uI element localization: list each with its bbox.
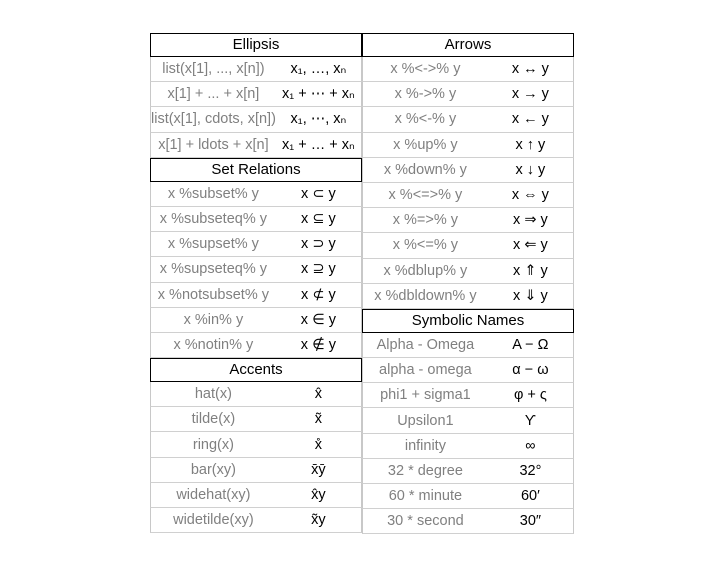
right-column xyxy=(362,33,574,534)
rendered-expression: x ⊇ y xyxy=(301,261,336,278)
rendered-expression: x → y xyxy=(511,86,549,103)
section-header: Accents xyxy=(150,358,362,382)
table-row xyxy=(362,208,574,233)
rendered-expression: x ⊂ y xyxy=(301,185,336,202)
source-expression: 30 * second xyxy=(387,513,464,530)
table-row xyxy=(362,484,574,509)
source-expression: 32 * degree xyxy=(387,462,463,479)
rendered-expression: x ∉ y xyxy=(300,336,336,353)
source-expression: Alpha - Omega xyxy=(376,336,475,353)
rendered-expression: x ↔ y xyxy=(511,61,549,78)
source-expression: bar(xy) xyxy=(190,461,236,478)
source-expression: x %subset% y xyxy=(167,185,259,202)
table-row xyxy=(150,107,362,132)
table-row xyxy=(150,308,362,333)
table-row xyxy=(362,333,574,358)
source-expression: infinity xyxy=(404,437,446,454)
source-expression: list(x[1], ..., x[n]) xyxy=(162,61,265,78)
table-row xyxy=(150,82,362,107)
table-row xyxy=(362,233,574,258)
table-row xyxy=(362,57,574,82)
source-expression: x %notsubset% y xyxy=(157,286,270,303)
rendered-expression: x̃ xyxy=(314,411,323,428)
source-expression: phi1 + sigma1 xyxy=(380,387,471,404)
table-row xyxy=(150,432,362,457)
table-row xyxy=(150,483,362,508)
rendered-expression: x ⇒ y xyxy=(513,212,548,229)
source-expression: hat(x) xyxy=(194,386,232,403)
section-header: Ellipsis xyxy=(150,33,362,57)
table-row xyxy=(150,283,362,308)
table-row xyxy=(362,408,574,433)
rendered-expression: φ + ς xyxy=(513,387,547,404)
rendered-expression: x₁, ⋯, xₙ xyxy=(290,111,347,128)
section-header: Set Relations xyxy=(150,158,362,182)
source-expression: x[1] + ... + x[n] xyxy=(167,86,260,103)
rendered-expression: 30″ xyxy=(519,513,542,530)
rendered-expression: ϒ xyxy=(524,412,536,429)
source-expression: tilde(x) xyxy=(191,411,236,428)
source-expression: x %<=% y xyxy=(392,237,459,254)
table-row xyxy=(362,358,574,383)
table-row xyxy=(362,509,574,534)
source-expression: x %dblup% y xyxy=(383,262,468,279)
rendered-expression: x ↓ y xyxy=(515,161,546,178)
table-row xyxy=(150,458,362,483)
rendered-expression: α − ω xyxy=(512,362,549,379)
source-expression: x %supset% y xyxy=(167,236,259,253)
table-row xyxy=(362,284,574,309)
table-row xyxy=(362,183,574,208)
table-row xyxy=(362,133,574,158)
rendered-expression: x₁, …, xₙ xyxy=(290,61,347,78)
table-row xyxy=(150,232,362,257)
left-column xyxy=(150,33,362,533)
rendered-expression: x̂ xyxy=(314,386,323,403)
rendered-expression: x ⇔ y xyxy=(511,187,549,204)
rendered-expression: x̂y xyxy=(311,486,326,503)
source-expression: ring(x) xyxy=(192,436,234,453)
rendered-expression: x ⇐ y xyxy=(513,237,548,254)
table-row xyxy=(362,158,574,183)
table-row xyxy=(362,107,574,132)
section-header: Symbolic Names xyxy=(362,309,574,333)
rendered-expression: x ← y xyxy=(511,111,549,128)
rendered-expression: x̊ xyxy=(314,436,323,453)
source-expression: Upsilon1 xyxy=(397,412,454,429)
rendered-expression: x ∈ y xyxy=(300,311,336,328)
rendered-expression: x̄ȳ xyxy=(311,461,326,478)
table-row xyxy=(150,57,362,82)
rendered-expression: x ⇑ y xyxy=(513,262,548,279)
source-expression: x[1] + ldots + x[n] xyxy=(158,136,269,153)
table-row xyxy=(150,182,362,207)
table-row xyxy=(150,407,362,432)
source-expression: widetilde(xy) xyxy=(173,512,254,529)
source-expression: x %up% y xyxy=(393,136,458,153)
source-expression: widehat(xy) xyxy=(176,486,251,503)
source-expression: x %dbldown% y xyxy=(374,287,477,304)
table-row xyxy=(150,133,362,158)
source-expression: x %subseteq% y xyxy=(159,211,267,228)
rendered-expression: Α − Ω xyxy=(512,336,549,353)
table-row xyxy=(150,207,362,232)
table-row xyxy=(362,434,574,459)
source-expression: x %down% y xyxy=(383,161,467,178)
table-row xyxy=(362,82,574,107)
source-expression: x %<->% y xyxy=(390,61,461,78)
table-row xyxy=(362,259,574,284)
rendered-expression: x ⊆ y xyxy=(301,211,336,228)
table-row xyxy=(362,459,574,484)
source-expression: x %notin% y xyxy=(173,336,254,353)
source-expression: x %=>% y xyxy=(392,212,459,229)
rendered-expression: x ⊄ y xyxy=(301,286,336,303)
section-header: Arrows xyxy=(362,33,574,57)
table-row xyxy=(150,333,362,358)
source-expression: x %supseteq% y xyxy=(159,261,267,278)
source-expression: 60 * minute xyxy=(388,488,463,505)
source-expression: x %<=>% y xyxy=(388,187,463,204)
source-expression: x %->% y xyxy=(394,86,457,103)
rendered-expression: x̃y xyxy=(311,512,326,529)
rendered-expression: ∞ xyxy=(525,437,536,454)
table-row xyxy=(150,257,362,282)
table-row xyxy=(150,382,362,407)
source-expression: alpha - omega xyxy=(379,362,472,379)
table-row xyxy=(362,383,574,408)
rendered-expression: x ↑ y xyxy=(515,136,546,153)
source-expression: x %in% y xyxy=(183,311,244,328)
rendered-expression: 32° xyxy=(519,462,542,479)
rendered-expression: x₁ + … + xₙ xyxy=(282,136,355,153)
source-expression: list(x[1], cdots, x[n]) xyxy=(151,111,276,128)
rendered-expression: x₁ + ⋯ + xₙ xyxy=(282,86,355,103)
source-expression: x %<-% y xyxy=(394,111,457,128)
table-row xyxy=(150,508,362,533)
rendered-expression: x ⇓ y xyxy=(513,287,548,304)
rendered-expression: x ⊃ y xyxy=(301,236,336,253)
rendered-expression: 60′ xyxy=(520,488,540,505)
